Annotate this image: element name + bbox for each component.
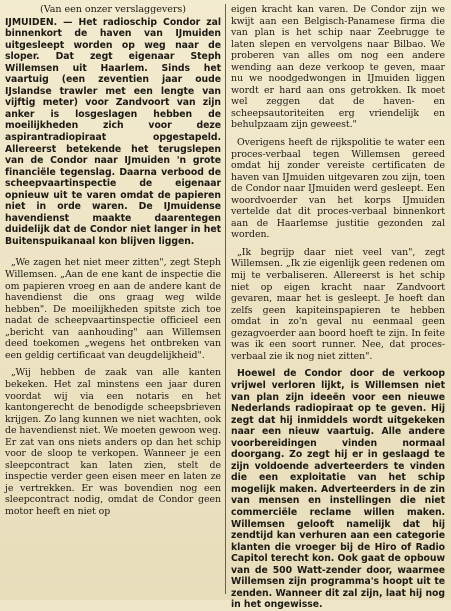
column-divider <box>225 4 226 594</box>
article-paragraph-5: Overigens heeft de rijkspolitie te water een proces-verbaal tegen Willemsen gereed omdat hij zonder vereiste certificaten de haven van IJmuiden uitgevaren zou zijn, toen de Condor naar IJmuiden werd gesleept. Een woordvoerder van het korps IJmuiden vertelde dat dit proces-verbaal binnenkort aan de Haarlemse justitie gezonden zal worden. <box>231 137 445 241</box>
article-paragraph-3: „Wij hebben de zaak van alle kanten bekeken. Het zal minstens een jaar duren voordat wij via een notaris en het kantongerecht de benodigde scheepsbrieven krijgen. Zo lang kunnen we niet wachten, ook de havendienst niet. We moeten gewoon weg. Er zat van ons niets anders op dan het schip voor de sloop te verkopen. Wanneer je een sleepcontract kan laten zien, stelt de inspectie verder geen eisen meer en laten ze je vertrekken. Er was bovendien nog een sleepcontract nodig, omdat de Condor geen motor heeft en niet op <box>5 367 221 517</box>
article-paragraph-4: eigen kracht kan varen. De Condor zijn we kwijt aan een Belgisch-Panamese firma die van plan is het schip naar Zeebrugge te laten slepen en vervolgens naar Bilbao. We proberen van alles om nog een andere wending aan deze verkoop te geven, maar nu we noodgedwongen in IJmuiden liggen wordt er hard aan ons getrokken. Ik moet wel zeggen dat de haven- en scheepsautoriteiten erg vriendelijk en behulpzaam zijn geweest." <box>231 4 445 131</box>
article-paragraph-2: „We zagen het niet meer zitten", zegt Steph Willemsen. „Aan de ene kant de inspectie die om papieren vroeg en aan de andere kant de havendienst die ons graag weg wilde hebben". De moeilijkheden spitste zich toe nadat de scheepvaartinspectie officieel een „bericht van aanhouding" aan Willemsen deed toekomen „wegens het ontbreken van een geldig certificaat van deugdelijkheid". <box>5 257 221 361</box>
article-column-left <box>5 4 221 518</box>
article-source-line: (Van een onzer verslaggevers) <box>40 4 186 15</box>
article-column-right <box>231 4 445 611</box>
article-paragraph-6: „Ik begrijp daar niet veel van", zegt Willemsen. „Ik zie eigenlijk geen redenen om mij te verbaliseren. Allereerst is het schip niet op eigen kracht naar Zandvoort gevaren, maar het is gesleept. Je hoeft dan zelfs geen kapiteinspapieren te hebben omdat in zo'n geval nu eenmaal geen gezagvoerder aan boord hoeft te zijn. In feite was ik een soort runner. Nee, dat proces-verbaal zie ik nog niet zitten". <box>231 246 445 362</box>
article-paragraph-7: Hoewel de Condor door de verkoop vrijwel verloren lijkt, is Willemsen niet van plan zijn ideeën voor een nieuwe Nederlands radiopiraat op te geven. Hij zegt dat hij inmiddels wordt uitgekeken naar een nieuw vaartuig. Alle andere voorbereidingen vinden normaal doorgang. Zo zegt hij er in geslaagd te zijn voldoende adverteerders te vinden die een exploitatie van het schip mogelijk maken. Adverteerders in de zin van mensen en instellingen die niet commerciële reclame willen maken. Willemsen gelooft namelijk dat hij zendtijd kan verhuren aan een categorie klanten die vroeger bij de Hiro of Radio Capitol terecht kon. Ook gaat de opbouw van de 500 Watt-zender door, waarmee Willemsen zijn programma's hoopt uit te zenden. Wanneer dit zal zijn, laat hij nog in het ongewisse. <box>231 368 445 611</box>
article-lead: IJMUIDEN. — Het radioschip Condor zal binnenkort de haven van IJmuiden uitgesleept worden op weg naar de sloper. Dat zegt eigenaar Steph Willemsen uit Haarlem. Sinds het vaartuig (een zeventien jaar oude IJslandse trawler met een lengte van vijftig meter) voor Zandvoort van zijn anker is losgeslagen hebben de moeilijkheden zich voor deze aspirantradiopiraat opgestapeld. Allereerst betekende het terugslepen van de Condor naar IJmuiden 'n grote financiële tegenslag. Daarna verbood de scheepvaartinspectie de eigenaar opnieuw uit te varen omdat de papieren niet in orde waren. De IJmuidense havendienst maakte daarentegen duidelijk dat de Condor niet langer in het Buitenspuikanaal kon blijven liggen. <box>5 16 221 247</box>
